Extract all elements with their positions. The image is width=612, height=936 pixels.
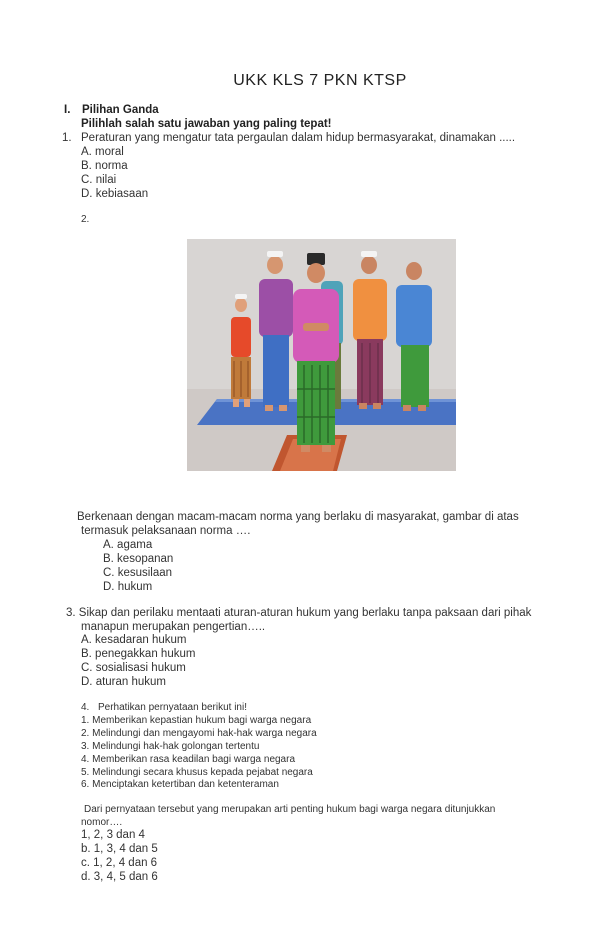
q1-option-a: A. moral <box>81 146 124 158</box>
q3-text-line2: manapun merupakan pengertian….. <box>81 621 266 633</box>
q4-statement-3: 3. Melindungi hak-hak golongan tertentu <box>81 741 260 752</box>
prayer-illustration-drawing <box>187 239 456 471</box>
q2-text-line1: Berkenaan dengan macam-macam norma yang berlaku di masyarakat, gambar di atas <box>77 511 519 523</box>
q4-statement-4: 4. Memberikan rasa keadilan bagi warga negara <box>81 754 296 765</box>
q4-question-line2: nomor…. <box>81 817 123 828</box>
q2-option-c: C. kesusilaan <box>103 567 173 579</box>
q4-option-b: b. 1, 3, 4 dan 5 <box>81 843 158 855</box>
q2-text-line2: termasuk pelaksanaan norma …. <box>81 525 251 537</box>
q1-option-d: D. kebiasaan <box>81 188 149 200</box>
document-title: UKK KLS 7 PKN KTSP <box>233 72 407 89</box>
q4-intro: Perhatikan pernyataan berikut ini! <box>98 702 247 713</box>
q3-text-line1: 3. Sikap dan perilaku mentaati aturan-aturan hukum yang berlaku tanpa paksaan dari pihak <box>66 607 532 619</box>
q4-option-c: c. 1, 2, 4 dan 6 <box>81 857 158 869</box>
q4-number: 4. <box>81 702 90 713</box>
q3-option-c: C. sosialisasi hukum <box>81 662 186 674</box>
q1-option-b: B. norma <box>81 160 128 172</box>
q4-statement-1: 1. Memberikan kepastian hukum bagi warga negara <box>81 715 312 726</box>
q4-statement-6: 6. Menciptakan ketertiban dan ketenteraman <box>81 779 279 790</box>
q3-option-b: B. penegakkan hukum <box>81 648 196 660</box>
q1-text: Peraturan yang mengatur tata pergaulan dalam hidup bermasyarakat, dinamakan ..... <box>81 132 516 144</box>
section-name: Pilihan Ganda <box>82 104 159 116</box>
q2-option-d: D. hukum <box>103 581 153 593</box>
q4-statement-5: 5. Melindungi secara khusus kepada pejabat negara <box>81 767 313 778</box>
prayer-illustration <box>187 239 456 471</box>
q1-number: 1. <box>62 132 72 144</box>
q4-statement-2: 2. Melindungi dan mengayomi hak-hak warga negara <box>81 728 317 739</box>
q1-option-c: C. nilai <box>81 174 117 186</box>
q3-option-a: A. kesadaran hukum <box>81 634 187 646</box>
q4-option-d: d. 3, 4, 5 dan 6 <box>81 871 158 883</box>
q4-option-a: 1, 2, 3 dan 4 <box>81 829 145 841</box>
q2-option-a: A. agama <box>103 539 153 551</box>
section-number: I. <box>64 104 71 116</box>
q2-number: 2. <box>81 214 90 225</box>
q4-question-line1: Dari pernyataan tersebut yang merupakan arti penting hukum bagi warga negara ditunjukkan <box>84 804 496 815</box>
q2-option-b: B. kesopanan <box>103 553 174 565</box>
section-instruction: Pilihlah salah satu jawaban yang paling tepat! <box>81 118 332 130</box>
q3-option-d: D. aturan hukum <box>81 676 167 688</box>
